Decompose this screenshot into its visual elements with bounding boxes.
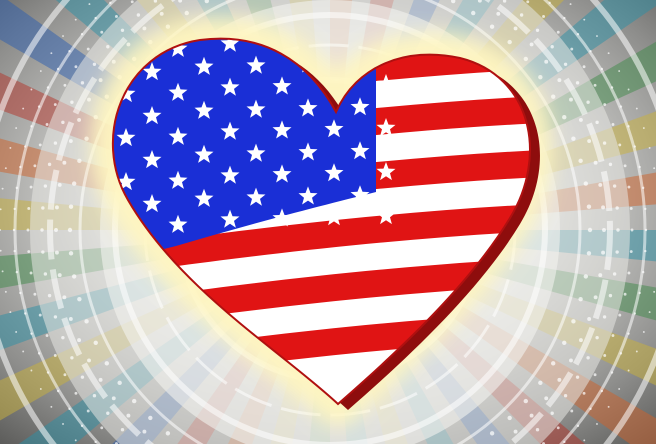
halftone-dot — [68, 228, 72, 232]
halftone-dot — [112, 396, 116, 400]
halftone-dot — [109, 2, 111, 4]
halftone-dot — [594, 295, 598, 299]
halftone-dot — [54, 228, 58, 232]
halftone-dot — [520, 13, 523, 16]
halftone-dot — [38, 105, 40, 107]
halftone-dot — [571, 136, 575, 140]
halftone-dot — [594, 373, 597, 376]
halftone-dot — [69, 139, 73, 143]
halftone-dot — [9, 147, 11, 149]
halftone-dot — [643, 331, 645, 333]
halftone-dot — [57, 390, 59, 392]
halftone-dot — [87, 98, 91, 102]
halftone-dot — [530, 414, 534, 418]
halftone-dot — [72, 181, 76, 185]
halftone-dot — [77, 118, 81, 122]
halftone-dot — [131, 0, 134, 3]
halftone-dot — [99, 378, 103, 382]
halftone-dot — [69, 251, 73, 255]
halftone-dot — [649, 311, 651, 313]
halftone-dot — [81, 375, 84, 378]
halftone-dot — [577, 425, 579, 427]
halftone-dot — [653, 167, 655, 169]
halftone-dot — [638, 292, 640, 294]
halftone-dot — [557, 31, 560, 34]
halftone-dot — [137, 13, 140, 16]
halftone-dot — [601, 251, 605, 255]
halftone-dot — [105, 361, 109, 365]
halftone-dot — [16, 271, 18, 273]
halftone-dot — [54, 315, 57, 318]
halftone-dot — [603, 141, 606, 144]
halftone-dot — [550, 412, 553, 415]
halftone-dot — [69, 204, 73, 208]
halftone-dot — [588, 228, 592, 232]
halftone-dot — [563, 441, 565, 443]
halftone-dot — [643, 127, 645, 129]
halftone-dot — [55, 205, 59, 209]
halftone-dot — [627, 272, 630, 275]
halftone-dot — [5, 167, 7, 169]
halftone-dot — [61, 336, 64, 339]
halftone-dot — [595, 336, 598, 339]
halftone-dot — [132, 399, 136, 403]
halftone-dot — [596, 35, 598, 37]
halftone-dot — [579, 338, 583, 342]
halftone-dot — [93, 63, 96, 66]
halftone-dot — [618, 143, 621, 146]
halftone-dot — [68, 408, 70, 410]
halftone-dot — [578, 159, 582, 163]
halftone-dot — [577, 33, 579, 35]
halftone-dot — [100, 31, 103, 34]
halftone-dot — [14, 250, 16, 252]
halftone-dot — [100, 426, 103, 429]
halftone-dot — [611, 86, 613, 88]
halftone-dot — [609, 294, 612, 297]
halftone-dot — [87, 48, 90, 51]
halftone-dot — [630, 250, 633, 253]
halftone-dot — [563, 17, 565, 19]
halftone-dot — [63, 84, 66, 87]
halftone-dot — [61, 121, 64, 124]
halftone-dot — [148, 416, 152, 420]
halftone-dot — [644, 250, 646, 252]
halftone-dot — [551, 361, 555, 365]
halftone-dot — [94, 341, 98, 345]
halftone-dot — [584, 181, 588, 185]
halftone-dot — [77, 297, 81, 301]
halftone-dot — [47, 86, 49, 88]
halftone-dot — [594, 84, 597, 87]
halftone-dot — [496, 12, 500, 16]
halftone-dot — [48, 163, 51, 166]
halftone-dot — [41, 250, 44, 253]
halftone-dot — [583, 65, 586, 68]
halftone-dot — [75, 439, 77, 441]
halftone-dot — [126, 42, 130, 46]
halftone-dot — [589, 50, 591, 52]
halftone-dot — [611, 371, 613, 373]
halftone-dot — [589, 408, 591, 410]
halftone-dot — [54, 354, 57, 357]
halftone-dot — [39, 314, 42, 317]
halftone-dot — [550, 45, 553, 48]
halftone-dot — [62, 161, 66, 165]
halftone-dot — [30, 272, 33, 275]
halftone-dot — [624, 293, 627, 296]
halftone-dot — [645, 229, 647, 231]
halftone-dot — [615, 206, 618, 209]
halftone-dot — [142, 430, 146, 434]
halftone-dot — [57, 68, 59, 70]
halftone-dot — [538, 75, 542, 79]
halftone-dot — [564, 394, 567, 397]
halftone-dot — [601, 390, 603, 392]
halftone-dot — [615, 250, 618, 253]
halftone-dot — [87, 410, 90, 413]
halftone-dot — [602, 228, 606, 232]
halftone-dot — [115, 15, 118, 18]
halftone-dot — [609, 163, 612, 166]
halftone-dot — [70, 101, 73, 104]
halftone-dot — [39, 143, 42, 146]
halftone-dot — [642, 271, 644, 273]
halftone-dot — [112, 60, 116, 64]
halftone-dot — [50, 406, 52, 408]
halftone-dot — [570, 410, 573, 413]
halftone-dot — [544, 60, 548, 64]
halftone-dot — [544, 396, 548, 400]
halftone-dot — [106, 45, 109, 48]
halftone-dot — [106, 412, 109, 415]
halftone-dot — [13, 229, 15, 231]
halftone-dot — [538, 381, 542, 385]
halftone-dot — [587, 251, 591, 255]
halftone-dot — [603, 354, 606, 357]
halftone-dot — [9, 311, 11, 313]
halftone-dot — [490, 431, 494, 435]
halftone-dot — [14, 208, 16, 210]
halftone-dot — [68, 50, 70, 52]
halftone-dot — [70, 356, 73, 359]
halftone-dot — [562, 115, 566, 119]
halftone-dot — [548, 2, 550, 4]
halftone-dot — [38, 352, 40, 354]
halftone-dot — [628, 89, 630, 91]
halftone-dot — [5, 291, 7, 293]
halftone-dot — [63, 373, 66, 376]
halftone-dot — [40, 228, 43, 231]
halftone-dot — [55, 251, 59, 255]
halftone-dot — [536, 29, 539, 32]
halftone-dot — [653, 291, 655, 293]
halftone-dot — [620, 105, 622, 107]
halftone-dot — [94, 17, 96, 19]
halftone-dot — [48, 294, 51, 297]
halftone-dot — [608, 406, 610, 408]
halftone-dot — [50, 52, 52, 54]
halftone-dot — [603, 315, 606, 318]
halftone-dot — [524, 57, 528, 61]
halftone-dot — [2, 188, 4, 190]
halftone-dot — [58, 273, 62, 277]
halftone-dot — [608, 52, 610, 54]
halftone-dot — [583, 439, 585, 441]
halftone-dot — [27, 250, 30, 253]
halftone-dot — [507, 416, 511, 420]
halftone-dot — [75, 19, 77, 21]
halftone-dot — [570, 48, 573, 51]
halftone-dot — [58, 183, 62, 187]
halftone-dot — [507, 40, 511, 44]
halftone-dot — [27, 207, 30, 210]
halftone-dot — [514, 26, 518, 30]
halftone-dot — [595, 121, 598, 124]
halftone-dot — [620, 352, 622, 354]
halftone-dot — [642, 187, 644, 189]
halftone-dot — [596, 423, 598, 425]
halftone-dot — [601, 205, 605, 209]
halftone-dot — [557, 78, 561, 82]
halftone-dot — [41, 206, 44, 209]
halftone-dot — [22, 108, 24, 110]
halftone-dot — [94, 441, 96, 443]
halftone-dot — [551, 94, 555, 98]
halftone-dot — [627, 332, 629, 334]
halftone-dot — [69, 317, 73, 321]
halftone-dot — [46, 334, 49, 337]
halftone-dot — [618, 314, 621, 317]
halftone-dot — [526, 0, 529, 3]
halftone-dot — [84, 136, 88, 140]
halftone-dot — [87, 358, 91, 362]
halftone-dot — [126, 414, 130, 418]
halftone-dot — [81, 425, 83, 427]
halftone-dot — [613, 184, 616, 187]
halftone-dot — [579, 118, 583, 122]
halftone-dot — [15, 331, 17, 333]
halftone-dot — [576, 81, 579, 84]
halftone-dot — [121, 428, 124, 431]
halftone-dot — [44, 272, 47, 275]
halftone-dot — [40, 70, 42, 72]
halftone-dot — [47, 371, 49, 373]
halftone-dot — [627, 186, 630, 189]
halftone-dot — [77, 159, 81, 163]
halftone-dot — [471, 11, 475, 15]
halftone-dot — [44, 184, 47, 187]
halftone-dot — [490, 25, 494, 29]
halftone-dot — [524, 399, 528, 403]
halftone-dot — [598, 273, 602, 277]
halftone-dot — [30, 89, 32, 91]
halftone-dot — [2, 270, 4, 272]
halftone-dot — [530, 42, 534, 46]
halftone-dot — [33, 164, 36, 167]
halftone-dot — [46, 123, 49, 126]
halftone-dot — [117, 381, 121, 385]
halftone-dot — [613, 272, 616, 275]
halftone-dot — [584, 274, 588, 278]
halftone-dot — [644, 208, 646, 210]
halftone-dot — [562, 341, 566, 345]
halftone-dot — [636, 351, 638, 353]
halftone-dot — [30, 125, 32, 127]
halftone-dot — [93, 394, 96, 397]
halftone-dot — [30, 186, 33, 189]
halftone-dot — [569, 98, 573, 102]
halftone-dot — [569, 358, 573, 362]
halftone-dot — [542, 15, 545, 18]
halftone-dot — [536, 428, 539, 431]
halftone-dot — [62, 295, 66, 299]
halftone-dot — [19, 292, 21, 294]
halftone-dot — [612, 123, 615, 126]
halftone-dot — [22, 351, 24, 353]
halftone-dot — [649, 147, 651, 149]
halftone-dot — [54, 141, 57, 144]
halftone-dot — [586, 101, 589, 104]
halftone-dot — [634, 145, 636, 147]
halftone-dot — [27, 229, 30, 232]
halftone-dot — [618, 70, 620, 72]
halftone-dot — [30, 332, 32, 334]
halftone-dot — [570, 3, 572, 5]
halftone-dot — [628, 370, 630, 372]
halftone-dot — [557, 378, 561, 382]
halftone-dot — [634, 312, 636, 314]
halftone-dot — [24, 145, 26, 147]
halftone-dot — [54, 103, 57, 106]
halftone-dot — [99, 78, 103, 82]
halftone-dot — [618, 388, 620, 390]
halftone-dot — [636, 108, 638, 110]
halftone-dot — [601, 68, 603, 70]
halftone-dot — [612, 334, 615, 337]
halftone-dot — [564, 63, 567, 66]
halftone-dot — [638, 166, 640, 168]
halftone-dot — [514, 430, 518, 434]
halftone-dot — [587, 204, 591, 208]
halftone-dot — [16, 187, 18, 189]
halftone-dot — [586, 356, 589, 359]
halftone-dot — [631, 229, 634, 232]
halftone-dot — [88, 3, 90, 5]
halftone-dot — [166, 431, 170, 435]
halftone-dot — [576, 375, 579, 378]
halftone-dot — [185, 11, 189, 15]
halftone-dot — [77, 338, 81, 342]
halftone-dot — [30, 370, 32, 372]
halftone-dot — [571, 319, 575, 323]
halftone-dot — [62, 423, 64, 425]
halftone-dot — [583, 19, 585, 21]
halftone-dot — [630, 207, 633, 210]
halftone-dot — [627, 125, 629, 127]
halftone-dot — [40, 388, 42, 390]
halftone-dot — [15, 127, 17, 129]
halftone-dot — [62, 35, 64, 37]
halftone-dot — [598, 183, 602, 187]
halftone-dot — [74, 65, 77, 68]
halftone-dot — [624, 164, 627, 167]
halftone-dot — [578, 297, 582, 301]
halftone-dot — [19, 166, 21, 168]
halftone-dot — [603, 103, 606, 106]
halftone-dot — [81, 81, 84, 84]
halftone-dot — [587, 317, 591, 321]
halftone-dot — [84, 319, 88, 323]
halftone-dot — [160, 12, 164, 16]
halftone-dot — [594, 161, 598, 165]
halftone-dot — [33, 293, 36, 296]
halftone-dot — [74, 392, 77, 395]
halftone-dot — [81, 33, 83, 35]
halftone-dot — [557, 426, 560, 429]
halftone-dot — [24, 312, 26, 314]
halftone-dot — [142, 26, 146, 30]
halftone-dot — [72, 274, 76, 278]
halftone-dot — [121, 29, 124, 32]
halftone-dot — [583, 392, 586, 395]
halftone-dot — [587, 139, 591, 143]
halftone-dot — [616, 228, 619, 231]
